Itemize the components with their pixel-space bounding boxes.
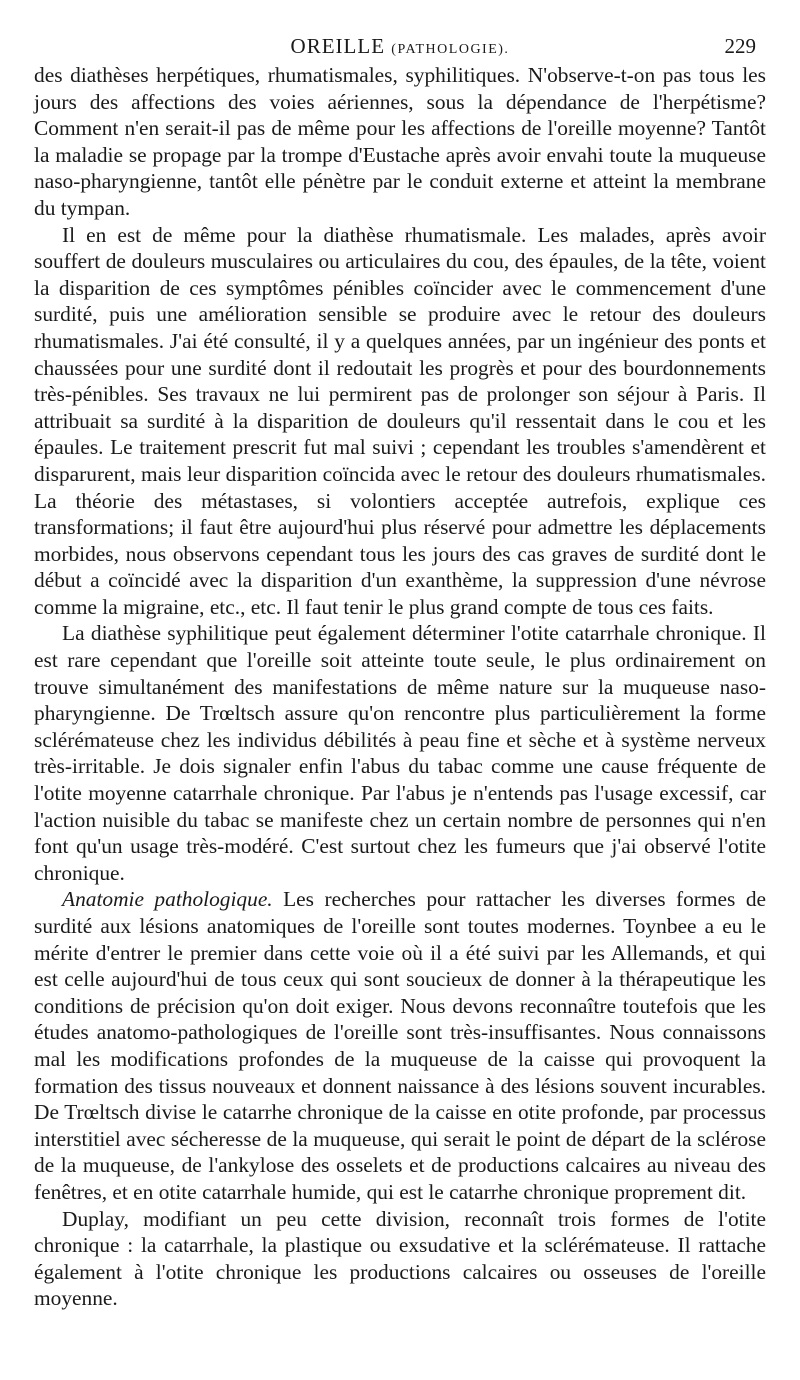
- running-title: [34, 34, 766, 59]
- paragraph-continued: des diathèses herpétiques, rhumatismales, syphilitiques. N'observe-t-on pas tous les jours des affections des voies aériennes, sous la dépendance de l'herpétisme? Comment n'en serait-il pas de même pour les affections de l'oreille moyenne? Tantôt la maladie se propage par la trompe d'Eustache après avoir envahi toute la muqueuse naso-pharyngienne, tantôt elle pénètre par le conduit externe et atteint la membrane du tympan.: [34, 63, 766, 220]
- running-head: [34, 28, 766, 62]
- paragraph-duplay: Duplay, modifiant un peu cette division, reconnaît trois formes de l'otite chronique : la catarrhale, la plastique ou exsudative et la sclérémateuse. Il rattache également à l'otite chronique les productions calcaires ou osseuses de l'oreille moyenne.: [34, 1206, 766, 1311]
- paragraph-syphilis: La diathèse syphilitique peut également déterminer l'otite catarrhale chronique. Il est rare cependant que l'oreille soit atteinte toute seule, le plus ordinairement on trouve simultanément des manifestations de même nature sur la muqueuse naso-pharyngienne. De Trœltsch assure qu'on rencontre plus particulièrement la forme sclérémateuse chez les individus débilités à peau fine et sèche et à système nerveux très-irritable. Je dois signaler enfin l'abus du tabac comme une cause fréquente de l'otite moyenne catarrhale chronique. Par l'abus je n'entends pas l'usage excessif, car l'action nuisible du tabac se manifeste chez un certain nombre de personnes qui n'en font qu'un usage très-modéré. C'est surtout chez les fumeurs que j'ai observé l'otite chronique.: [34, 621, 766, 885]
- running-title-sub: (PATHOLOGIE).: [391, 42, 510, 57]
- page-number: 229: [724, 34, 756, 58]
- anatomy-text: Les recherches pour rattacher les diverses formes de surdité aux lésions anatomiques de l'oreille sont toutes modernes. Toynbee a eu le mérite d'entrer le premier dans cette voie où il a été suivi par les Allemands, et qui est celle aujourd'hui de tous ceux qui sont soucieux de donner à la thérapeutique les conditions de précision qu'on doit exiger. Nous devons reconnaître toutefois que les études anatomo-pathologiques de l'oreille sont très-insuffisantes. Nous connaissons mal les modifications profondes de la muqueuse de la caisse qui provoquent la formation des tissus nouveaux et donnent naissance à des lésions souvent incurables. De Trœltsch divise le catarrhe chronique de la caisse en otite profonde, par processus interstitiel avec sécheresse de la muqueuse, qui serait le point de départ de la sclérose de la muqueuse, de l'ankylose des osselets et de productions calcaires au niveau des fenêtres, et en otite catarrhale humide, qui est le catarrhe chronique proprement dit.: [34, 887, 767, 1204]
- section-heading-anatomy: Anatomie pathologique.: [62, 887, 273, 912]
- body-text: [34, 62, 766, 1312]
- paragraph-rheumatism: Il en est de même pour la diathèse rhumatismale. Les malades, après avoir souffert de douleurs musculaires ou articulaires du cou, des épaules, de la tête, voient la disparition de ces symptômes pénibles coïncider avec le commencement d'une surdité, puis une amélioration sensible se produire avec le retour des douleurs rhumatismales. J'ai été consulté, il y a quelques années, par un ingénieur des ponts et chaussées pour une surdité dont il redoutait les progrès et pour des bourdonnements très-pénibles. Ses travaux ne lui permirent pas de prolonger son séjour à Paris. Il attribuait sa surdité à la disparition de douleurs qu'il ressentait dans le cou et les épaules. Le traitement prescrit fut mal suivi ; cependant les troubles s'amendèrent et disparurent, mais leur disparition coïncida avec le retour des douleurs rhumatismales. La théorie des métastases, si volontiers acceptée autrefois, explique ces transformations; il faut être aujourd'hui plus réservé pour admettre les déplacements morbides, nous observons cependant tous les jours des cas graves de surdité dont le début a coïncidé avec la disparition d'un exanthème, la suppression d'une névrose comme la migraine, etc., etc. Il faut tenir le plus grand compte de tous ces faits.: [34, 222, 766, 619]
- paragraph-anatomy: [34, 886, 766, 1205]
- running-title-main: OREILLE: [290, 34, 386, 58]
